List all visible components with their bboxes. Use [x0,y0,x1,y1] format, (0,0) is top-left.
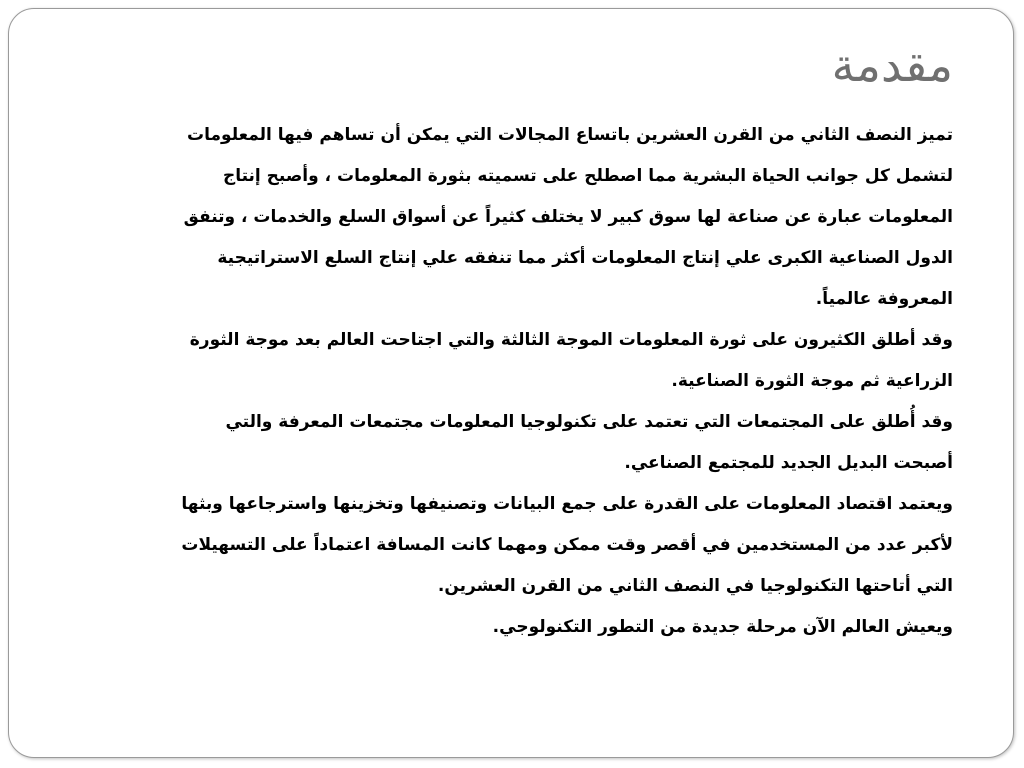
body-line-10: ويعتمد اقتصاد المعلومات على القدرة على جمع البيانات وتصنيفها وتخزينها واسترجاعها وبثها [181,494,953,514]
body-line-9: أصبحت البديل الجديد للمجتمع الصناعي. [624,453,953,473]
slide-body [127,121,953,654]
body-line-6: وقد أطلق الكثيرون على ثورة المعلومات الموجة الثالثة والتي اجتاحت العالم بعد موجة الثورة [189,330,953,350]
slide-title: مقدمة [831,38,953,92]
body-line-12: التي أتاحتها التكنولوجيا في النصف الثاني من القرن العشرين. [437,576,953,596]
body-line-8: وقد أُطلق على المجتمعات التي تعتمد على تكنولوجيا المعلومات مجتمعات المعرفة والتي [225,412,953,432]
slide-frame [8,8,1014,758]
body-line-5: المعروفة عالمياً. [815,289,953,309]
body-line-3: المعلومات عبارة عن صناعة لها سوق كبير لا يختلف كثيراً عن أسواق السلع والخدمات ، وتنفق [183,207,953,227]
body-line-4: الدول الصناعية الكبرى علي إنتاج المعلومات أكثر مما تنفقه علي إنتاج السلع الاستراتيجية [217,248,953,268]
body-line-13: ويعيش العالم الآن مرحلة جديدة من التطور التكنولوجي. [492,617,953,637]
body-line-11: لأكبر عدد من المستخدمين في أقصر وقت ممكن ومهما كانت المسافة اعتماداً على التسهيلات [181,535,953,555]
body-line-7: الزراعية ثم موجة الثورة الصناعية. [671,371,953,391]
body-line-2: لتشمل كل جوانب الحياة البشرية مما اصطلح على تسميته بثورة المعلومات ، وأصبح إنتاج [222,166,953,186]
body-line-1: تميز النصف الثاني من القرن العشرين باتساع المجالات التي يمكن أن تساهم فيها المعلومات [187,125,953,145]
